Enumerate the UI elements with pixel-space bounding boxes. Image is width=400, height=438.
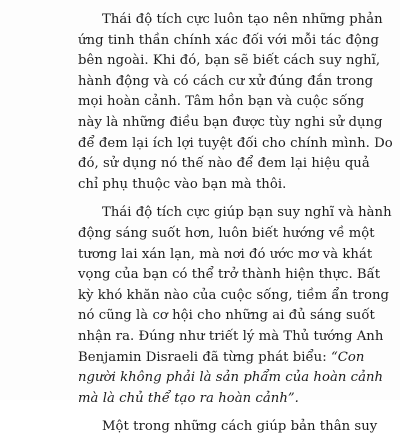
- text-line: Thái độ tích cực luôn tạo nên những phản: [102, 12, 383, 27]
- quote-text: “Con: [330, 349, 365, 365]
- text-line: này là những điều bạn được tùy nghi sử dụng: [78, 114, 383, 130]
- quote-line: người không phải là sản phẩm của hoàn cảnh: [78, 370, 384, 386]
- paragraph-1: [54, 10, 393, 195]
- text-line: chỉ phụ thuộc vào bạn mà thôi.: [78, 176, 287, 192]
- text-line: đó, sử dụng nó thế nào để đem lại hiệu quả: [78, 156, 370, 172]
- text-line: nhận ra. Đúng như triết lý mà Thủ tướng Anh: [78, 328, 384, 344]
- text-line: để đem lại ích lợi tuyệt đối cho chính mình. Do: [78, 135, 393, 151]
- text-line: kỳ khó khăn nào của cuộc sống, tiềm ẩn trong: [78, 287, 390, 303]
- text-line: ứng tinh thần chính xác đối với mỗi tác động: [78, 32, 379, 48]
- text-segment: Benjamin Disraeli đã từng phát biểu:: [78, 349, 331, 365]
- paragraph-3: [54, 417, 378, 438]
- paragraph-2: [54, 203, 392, 409]
- text-line: mọi hoàn cảnh. Tâm hồn bạn và cuộc sống: [78, 94, 365, 110]
- text-line: bên ngoài. Khi đó, bạn sẽ biết cách suy nghĩ,: [78, 53, 381, 69]
- text-line: hành động và có cách cư xử đúng đắn trong: [78, 73, 374, 89]
- body-text: [54, 10, 393, 438]
- text-line: Một trong những cách giúp bản thân suy: [102, 419, 378, 435]
- text-line: [54, 348, 372, 369]
- text-line: Thái độ tích cực giúp bạn suy nghĩ và hành: [102, 205, 392, 221]
- quote-line: mà là chủ thể tạo ra hoàn cảnh”.: [78, 390, 299, 406]
- text-line: nó cũng là cơ hội cho những ai đủ sáng suốt: [78, 308, 375, 324]
- text-line: vọng của bạn có thể trở thành hiện thực. Bất: [78, 267, 381, 283]
- text-line: tương lai xán lạn, mà nơi đó ước mơ và khát: [78, 246, 373, 262]
- text-line: động sáng suốt hơn, luôn biết hướng về một: [78, 225, 375, 241]
